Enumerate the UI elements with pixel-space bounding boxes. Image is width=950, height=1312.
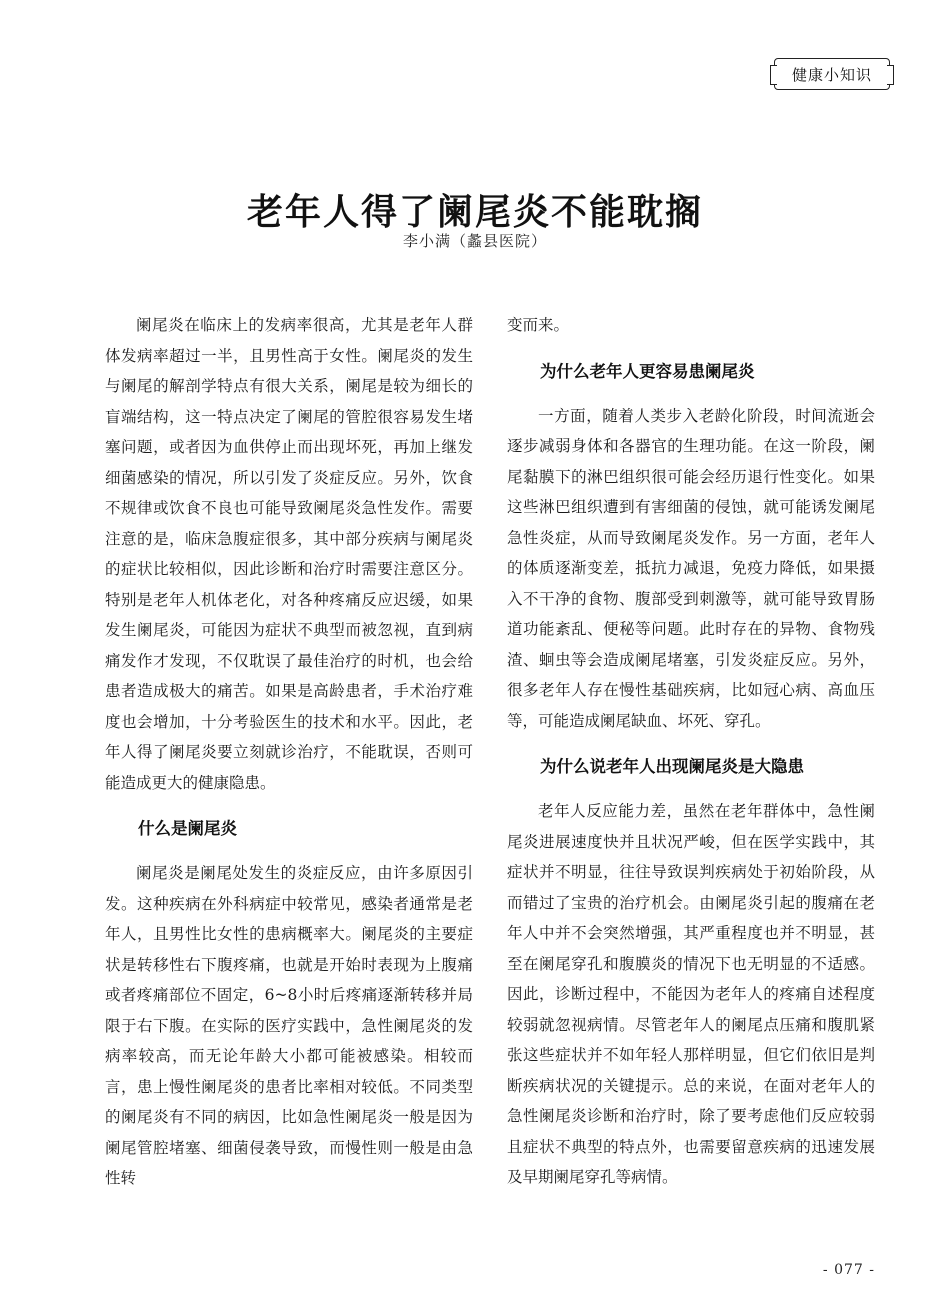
why-elderly-paragraph: 一方面，随着人类步入老龄化阶段，时间流逝会逐步减弱身体和各器官的生理功能。在这一阶段，阑尾黏膜下的淋巴组织很可能会经历退行性变化。如果这些淋巴组织遭到有害细菌的侵蚀，就可能诱发阑尾急性炎症，从而导致阑尾炎发作。另一方面，老年人的体质逐渐变差，抵抗力减退，免疫力降低，如果摄入不干净的食物、腹部受到刺激等，就可能导致胃肠道功能紊乱、便秘等问题。此时存在的异物、食物残渣、蛔虫等会造成阑尾堵塞，引发炎症反应。另外，很多老年人存在慢性基础疾病，比如冠心病、高血压等，可能造成阑尾缺血、坏死、穿孔。 <box>507 406 875 730</box>
section-tag-label: 健康小知识 <box>791 65 872 84</box>
article-author: 李小满（蠡县医院） <box>402 232 547 250</box>
hidden-danger-paragraph: 老年人反应能力差，虽然在老年群体中，急性阑尾炎进展速度快并且状况严峻，但在医学实践中，其症状并不明显，往往导致误判疾病处于初始阶段，从而错过了宝贵的治疗机会。由阑尾炎引起的腹痛在老年人中并不会突然增强，其严重程度也并不明显，甚至在阑尾穿孔和腹膜炎的情况下也无明显的不适感。因此，诊断过程中，不能因为老年人的疼痛自述程度较弱就忽视病情。尽管老年人的阑尾点压痛和腹肌紧张这些症状并不如年轻人那样明显，但它们依旧是判断疾病状况的关键提示。总的来说，在面对老年人的急性阑尾炎诊断和治疗时，除了要考虑他们反应较弱且症状不典型的特点外，也需要留意疾病的迅速发展及早期阑尾穿孔等病情。 <box>507 802 875 1186</box>
section-heading-hidden-danger: 为什么说老年人出现阑尾炎是大隐患 <box>540 757 804 776</box>
article-title: 老年人得了阑尾炎不能耽搁 <box>246 192 703 234</box>
section-heading-why-elderly: 为什么老年人更容易患阑尾炎 <box>540 361 755 381</box>
intro-paragraph: 阑尾炎在临床上的发病率很高，尤其是老年人群体发病率超过一半，且男性高于女性。阑尾炎的发生与阑尾的解剖学特点有很大关系，阑尾是较为细长的盲端结构，这一特点决定了阑尾的管腔很容易发生堵塞问题，或者因为血供停止而出现坏死，再加上继发细菌感染的情况，所以引发了炎症反应。另外，饮食不规律或饮食不良也可能导致阑尾炎急性发作。需要注意的是，临床急腹症很多，其中部分疾病与阑尾炎的症状比较相似，因此诊断和治疗时需要注意区分。特别是老年人机体老化，对各种疼痛反应迟缓，如果发生阑尾炎，可能因为症状不典型而被忽视，直到病痛发作才发现，不仅耽误了最佳治疗的时机，也会给患者造成极大的痛苦。如果是高龄患者，手术治疗难度也会增加，十分考验医生的技术和水平。因此，老年人得了阑尾炎要立刻就诊治疗，不能耽误，否则可能造成更大的健康隐患。 <box>105 316 473 792</box>
right-column <box>507 310 875 1193</box>
section-tag <box>774 58 890 90</box>
left-column <box>105 310 473 1194</box>
page-number: - 077 - <box>822 1262 875 1278</box>
section-heading-what-is: 什么是阑尾炎 <box>138 819 237 838</box>
what-is-paragraph: 阑尾炎是阑尾处发生的炎症反应，由许多原因引发。这种疾病在外科病症中较常见，感染者通常是老年人，且男性比女性的患病概率大。阑尾炎的主要症状是转移性右下腹疼痛，也就是开始时表现为上腹痛或者疼痛部位不固定，6~8小时后疼痛逐渐转移并局限于右下腹。在实际的医疗实践中，急性阑尾炎的发病率较高，而无论年龄大小都可能被感染。相较而言，患上慢性阑尾炎的患者比率相对较低。不同类型的阑尾炎有不同的病因，比如急性阑尾炎一般是因为阑尾管腔堵塞、细菌侵袭导致，而慢性则一般是由急性转 <box>105 864 473 1187</box>
continued-paragraph: 变而来。 <box>507 316 570 334</box>
